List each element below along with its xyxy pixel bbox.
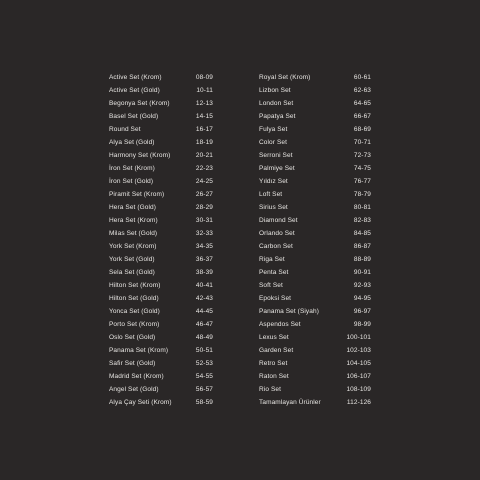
toc-entry (109, 97, 213, 110)
toc-entry-title: Sirius Set (259, 204, 288, 211)
toc-entry-pages: 86-87 (353, 243, 371, 250)
toc-entry-title: London Set (259, 100, 294, 107)
toc-entry-pages: 76-77 (353, 178, 371, 185)
toc-entry-pages: 108-109 (346, 386, 371, 393)
toc-entry-title: Fulya Set (259, 126, 288, 133)
toc-entry-pages: 16-17 (195, 126, 213, 133)
toc-entry-pages: 66-67 (353, 113, 371, 120)
toc-entry (109, 253, 213, 266)
toc-entry (259, 110, 371, 123)
toc-entry-title: Harmony Set (Krom) (109, 152, 171, 159)
toc-entry (109, 396, 213, 409)
toc-entry-title: Hera Set (Krom) (109, 217, 158, 224)
toc-entry (259, 266, 371, 279)
toc-entry-pages: 44-45 (195, 308, 213, 315)
toc-entry (259, 344, 371, 357)
toc-entry (259, 97, 371, 110)
toc-entry-pages: 100-101 (346, 334, 371, 341)
toc-entry-title: Royal Set (Krom) (259, 74, 311, 81)
toc-entry-title: Milas Set (Gold) (109, 230, 158, 237)
toc-entry-title: Porto Set (Krom) (109, 321, 160, 328)
toc-entry-pages: 78-79 (353, 191, 371, 198)
toc-entry-title: Sela Set (Gold) (109, 269, 155, 276)
toc-entry-title: Rio Set (259, 386, 282, 393)
toc-entry-title: Carbon Set (259, 243, 293, 250)
toc-entry-title: Panama Set (Krom) (109, 347, 169, 354)
toc-entry (109, 149, 213, 162)
toc-entry-pages: 68-69 (353, 126, 371, 133)
toc-entry (109, 318, 213, 331)
toc-entry-pages: 98-99 (353, 321, 371, 328)
toc-entry-title: Active Set (Gold) (109, 87, 160, 94)
toc-entry (109, 240, 213, 253)
toc-entry-pages: 112-126 (346, 399, 371, 406)
toc-entry-pages: 88-89 (353, 256, 371, 263)
toc-entry-title: Angel Set (Gold) (109, 386, 159, 393)
toc-entry (109, 305, 213, 318)
toc-entry-pages: 90-91 (353, 269, 371, 276)
toc-entry (259, 253, 371, 266)
toc-entry-title: Yonca Set (Gold) (109, 308, 160, 315)
toc-entry-pages: 08-09 (195, 74, 213, 81)
toc-entry-title: Color Set (259, 139, 287, 146)
toc-entry-pages: 26-27 (195, 191, 213, 198)
toc-entry-title: Riga Set (259, 256, 285, 263)
toc-entry (259, 227, 371, 240)
toc-entry-title: Begonya Set (Krom) (109, 100, 170, 107)
toc-entry-title: Palmiye Set (259, 165, 295, 172)
toc-entry-pages: 18-19 (195, 139, 213, 146)
toc-entry-title: Hilton Set (Gold) (109, 295, 159, 302)
toc-entry-title: Round Set (109, 126, 141, 133)
toc-entry (259, 71, 371, 84)
toc-entry (259, 370, 371, 383)
toc-entry (259, 357, 371, 370)
toc-entry-pages: 34-35 (195, 243, 213, 250)
toc-entry (109, 227, 213, 240)
toc-entry (109, 162, 213, 175)
toc-entry-pages: 20-21 (195, 152, 213, 159)
toc-entry-title: Papatya Set (259, 113, 296, 120)
toc-entry-pages: 24-25 (195, 178, 213, 185)
toc-entry-pages: 96-97 (353, 308, 371, 315)
toc-entry-pages: 48-49 (195, 334, 213, 341)
toc-entry (259, 201, 371, 214)
toc-entry-pages: 30-31 (195, 217, 213, 224)
toc-entry-title: Epoksi Set (259, 295, 292, 302)
toc-entry-title: Basel Set (Gold) (109, 113, 159, 120)
toc-entry-pages: 84-85 (353, 230, 371, 237)
toc-entry (259, 331, 371, 344)
toc-entry (109, 331, 213, 344)
toc-entry-pages: 46-47 (195, 321, 213, 328)
toc-entry-pages: 14-15 (195, 113, 213, 120)
toc-entry-pages: 54-55 (195, 373, 213, 380)
toc-entry-title: Lizbon Set (259, 87, 291, 94)
toc-entry-pages: 22-23 (195, 165, 213, 172)
toc-entry-pages: 32-33 (195, 230, 213, 237)
toc-entry-pages: 38-39 (195, 269, 213, 276)
table-of-contents (109, 71, 371, 409)
toc-entry (259, 136, 371, 149)
toc-entry-title: Retro Set (259, 360, 288, 367)
toc-entry (109, 188, 213, 201)
toc-entry (259, 123, 371, 136)
toc-entry-title: Garden Set (259, 347, 294, 354)
toc-entry-pages: 28-29 (195, 204, 213, 211)
toc-entry-title: Orlando Set (259, 230, 295, 237)
toc-entry-pages: 106-107 (346, 373, 371, 380)
toc-entry-title: Piramit Set (Krom) (109, 191, 165, 198)
toc-entry-pages: 40-41 (195, 282, 213, 289)
toc-left-column (109, 71, 213, 409)
toc-entry (259, 292, 371, 305)
toc-entry-title: Tamamlayan Ürünler (259, 399, 321, 406)
toc-entry (109, 175, 213, 188)
toc-entry (259, 240, 371, 253)
toc-entry (259, 383, 371, 396)
toc-entry-title: York Set (Gold) (109, 256, 155, 263)
toc-entry (259, 396, 371, 409)
toc-entry-title: Serroni Set (259, 152, 293, 159)
toc-entry-title: Panama Set (Siyah) (259, 308, 319, 315)
toc-entry-title: Hera Set (Gold) (109, 204, 157, 211)
toc-entry (109, 136, 213, 149)
toc-entry (109, 292, 213, 305)
toc-entry-title: Aspendos Set (259, 321, 301, 328)
toc-entry-title: Soft Set (259, 282, 283, 289)
toc-entry-title: Penta Set (259, 269, 289, 276)
toc-entry (109, 357, 213, 370)
toc-entry-title: Raton Set (259, 373, 289, 380)
toc-entry-title: İron Set (Krom) (109, 165, 155, 172)
toc-entry (259, 318, 371, 331)
toc-entry (109, 344, 213, 357)
toc-entry-pages: 82-83 (353, 217, 371, 224)
toc-entry-title: İron Set (Gold) (109, 178, 154, 185)
toc-entry (259, 214, 371, 227)
toc-entry-title: Yıldız Set (259, 178, 288, 185)
toc-entry-pages: 94-95 (353, 295, 371, 302)
toc-entry (259, 175, 371, 188)
toc-entry (109, 110, 213, 123)
toc-entry-title: Active Set (Krom) (109, 74, 162, 81)
toc-entry-pages: 10-11 (196, 87, 213, 94)
toc-entry-title: Diamond Set (259, 217, 298, 224)
toc-entry-title: Oslo Set (Gold) (109, 334, 156, 341)
toc-entry (109, 123, 213, 136)
toc-entry (259, 149, 371, 162)
toc-entry (109, 214, 213, 227)
toc-entry-pages: 64-65 (353, 100, 371, 107)
toc-entry-pages: 102-103 (346, 347, 371, 354)
toc-entry-pages: 52-53 (195, 360, 213, 367)
toc-entry-pages: 74-75 (353, 165, 371, 172)
toc-entry (259, 84, 371, 97)
toc-entry-title: Hilton Set (Krom) (109, 282, 161, 289)
toc-entry (259, 279, 371, 292)
toc-entry-pages: 72-73 (353, 152, 371, 159)
toc-entry (109, 370, 213, 383)
toc-entry (109, 266, 213, 279)
toc-entry-title: Madrid Set (Krom) (109, 373, 164, 380)
toc-entry-pages: 56-57 (195, 386, 213, 393)
toc-entry-pages: 104-105 (346, 360, 371, 367)
toc-entry (109, 201, 213, 214)
toc-entry-pages: 70-71 (353, 139, 371, 146)
toc-entry-pages: 60-61 (353, 74, 371, 81)
toc-entry-title: Alya Çay Seti (Krom) (109, 399, 172, 406)
toc-right-column (259, 71, 371, 409)
toc-entry (109, 84, 213, 97)
toc-entry-pages: 80-81 (353, 204, 371, 211)
toc-entry (109, 71, 213, 84)
toc-entry-pages: 36-37 (195, 256, 213, 263)
toc-entry-title: Lexus Set (259, 334, 289, 341)
toc-entry-pages: 50-51 (195, 347, 213, 354)
toc-entry (259, 162, 371, 175)
toc-entry (259, 305, 371, 318)
toc-entry-pages: 42-43 (195, 295, 213, 302)
toc-entry-title: Loft Set (259, 191, 283, 198)
toc-entry-title: Safir Set (Gold) (109, 360, 156, 367)
toc-entry (259, 188, 371, 201)
toc-entry (109, 279, 213, 292)
toc-entry (109, 383, 213, 396)
toc-entry-pages: 92-93 (353, 282, 371, 289)
toc-entry-pages: 62-63 (353, 87, 371, 94)
toc-entry-pages: 58-59 (195, 399, 213, 406)
toc-entry-pages: 12-13 (195, 100, 213, 107)
toc-entry-title: York Set (Krom) (109, 243, 157, 250)
toc-entry-title: Alya Set (Gold) (109, 139, 155, 146)
